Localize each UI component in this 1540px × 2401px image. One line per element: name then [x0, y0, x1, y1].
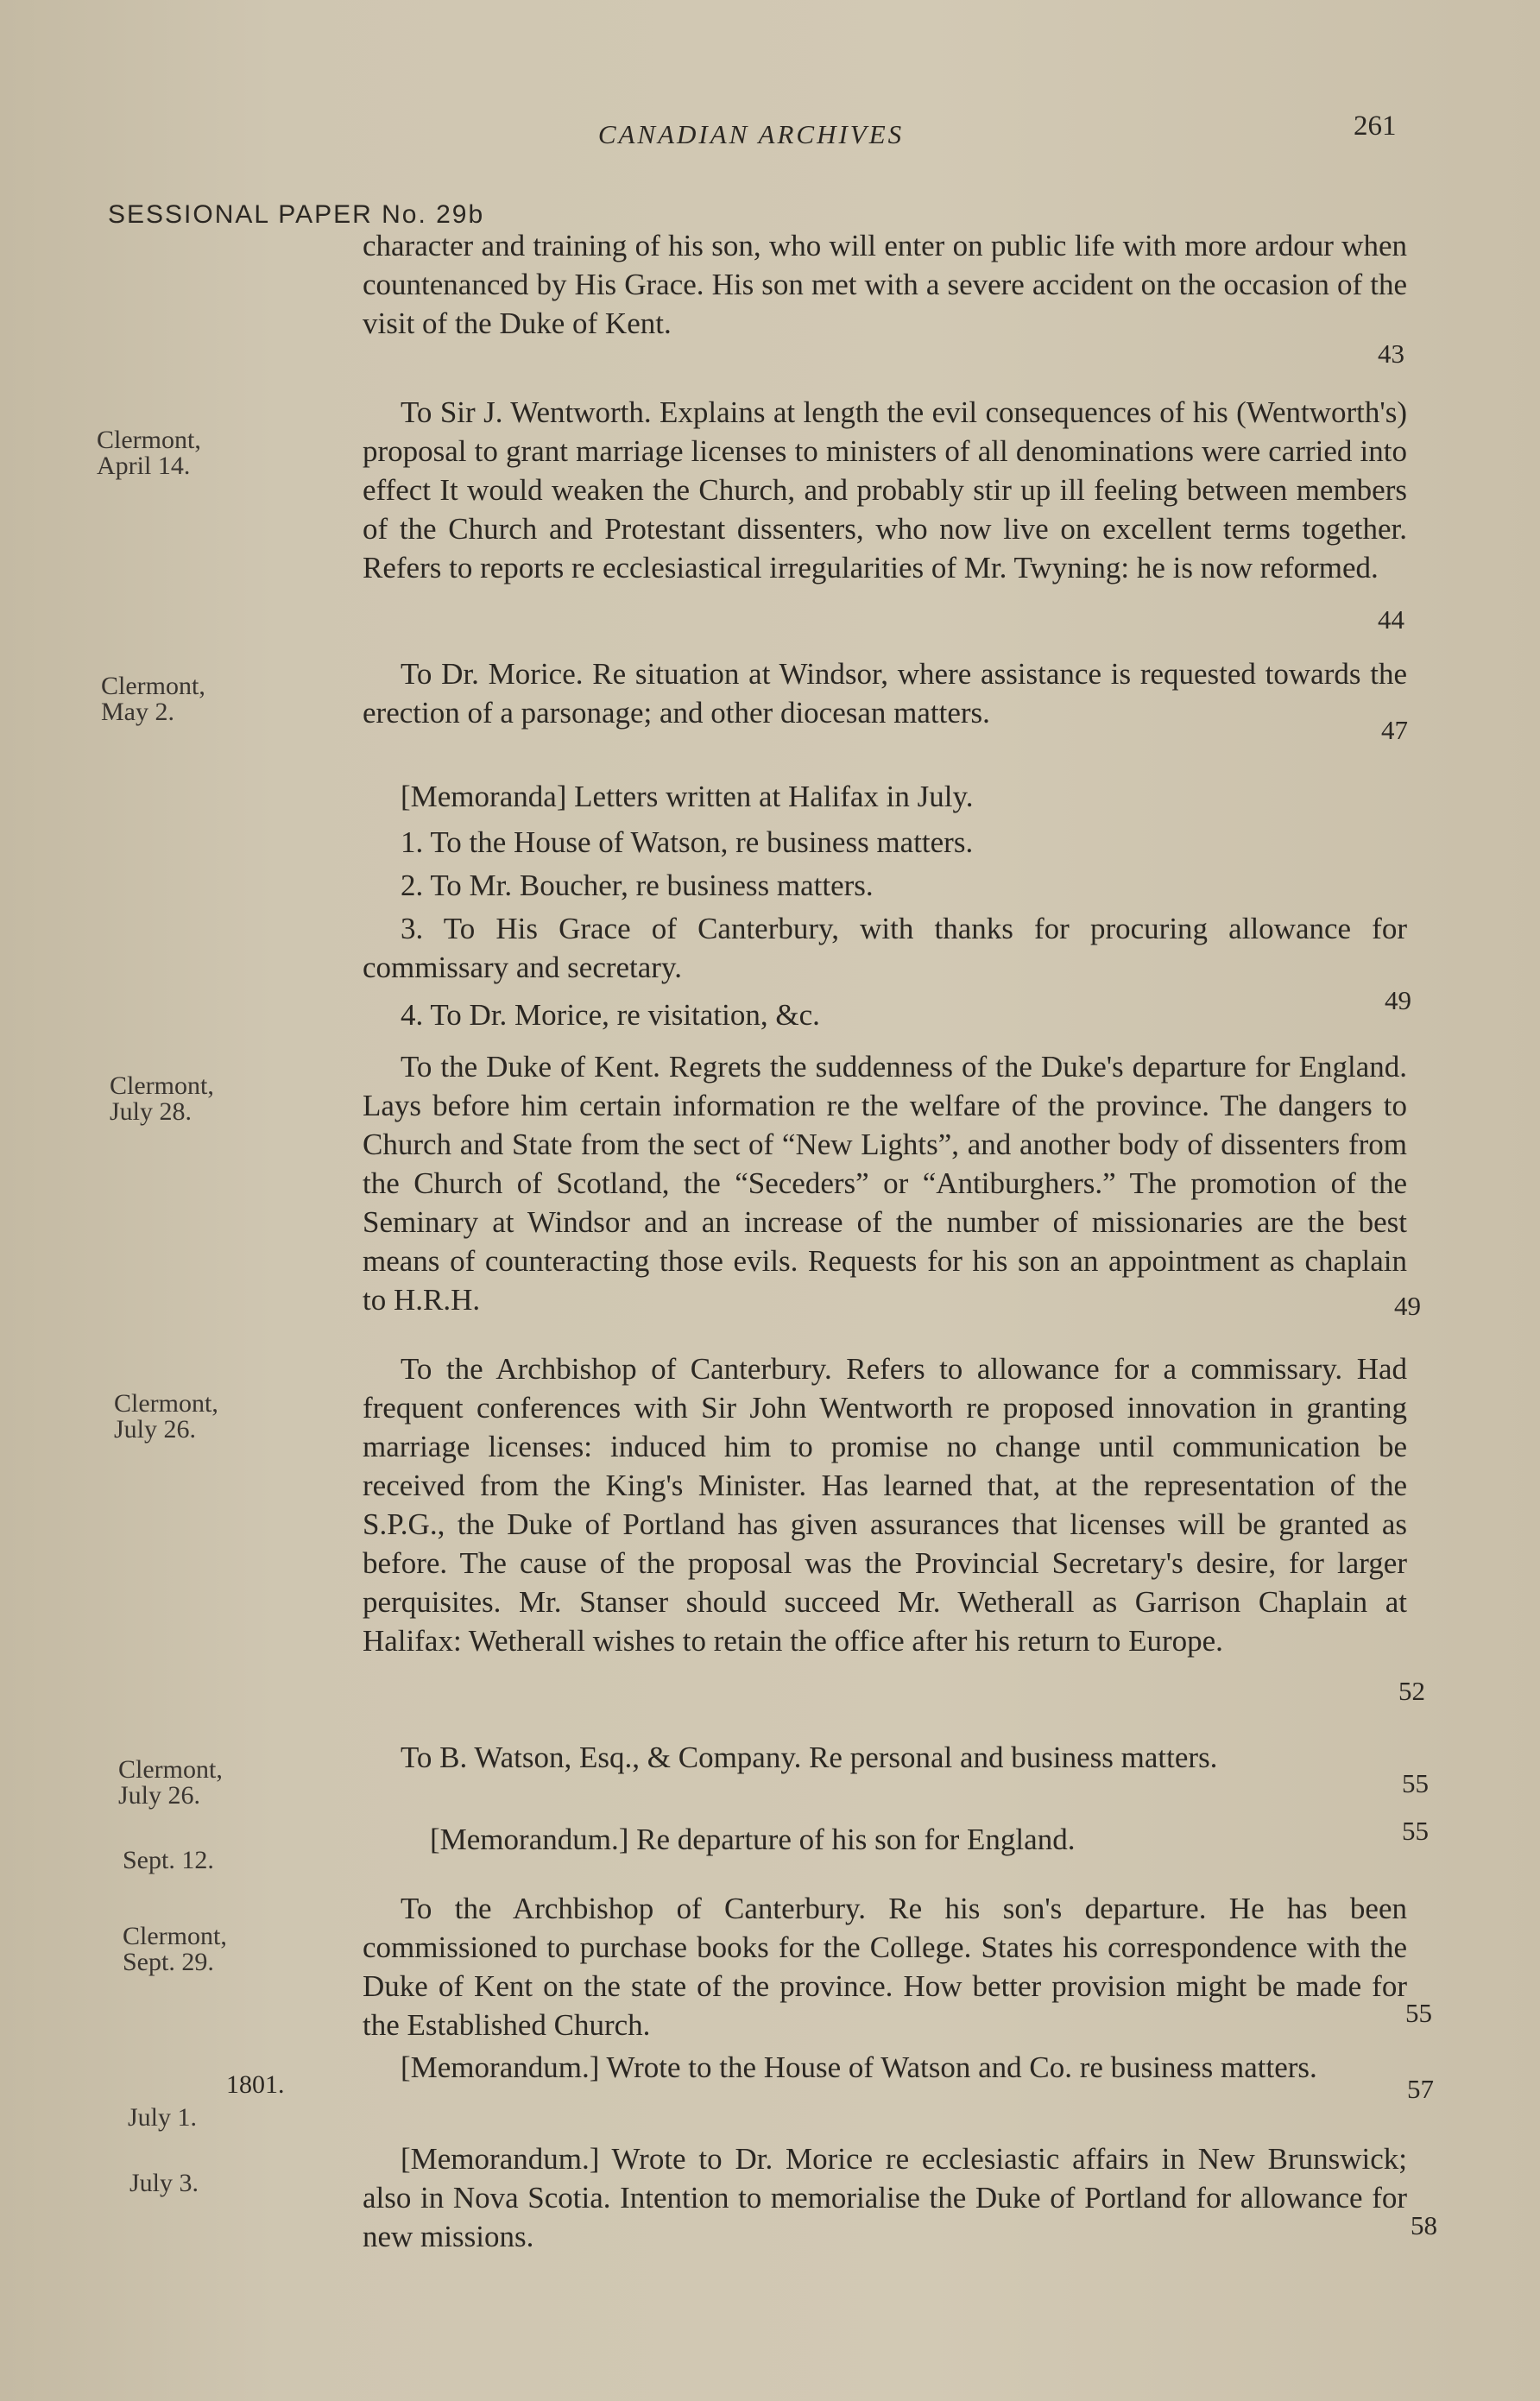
page-number: 261: [1354, 111, 1397, 142]
year-label: 1801.: [226, 2070, 285, 2099]
margin-date: Sept. 12.: [123, 1846, 214, 1874]
page-reference: 49: [1385, 985, 1411, 1015]
margin-date: Clermont, April 14.: [97, 426, 201, 480]
margin-date: Clermont, July 26.: [114, 1389, 218, 1444]
entry-text: To B. Watson, Esq., & Company. Re personal and business matters.: [401, 1741, 1218, 1774]
entry-text: 1. To the House of Watson, re business matters.: [401, 825, 974, 859]
entry-text: To the Duke of Kent. Regrets the suddenness of the Duke's departure for England. Lays before him certain information re the welfare of the province. The dangers to Church and State from the sect of “New Lights”, and another body of dissenters from the Church of Scotland, the “Seceders” or “Antiburghers.” The promotion of the Seminary at Windsor and an increase of the number of missionaries are the best means of counteracting those evils. Requests for his son an appointment as chaplain to H.R.H.: [363, 1050, 1407, 1317]
page-reference: 47: [1381, 715, 1408, 745]
entry-text: To the Archbishop of Canterbury. Re his son's departure. He has been commissioned to purchase books for the College. States his correspondence with the Duke of Kent on the state of the province. How better provision might be made for the Established Church.: [363, 1892, 1407, 2042]
entry-text: [Memorandum.] Wrote to the House of Watson and Co. re business matters.: [401, 2050, 1317, 2084]
page-reference: 58: [1411, 2210, 1437, 2240]
page-reference: 57: [1407, 2074, 1434, 2104]
margin-date: July 1.: [128, 2103, 198, 2132]
page-reference: 43: [1378, 338, 1404, 369]
margin-date: Clermont, Sept. 29.: [123, 1922, 227, 1976]
entry-text: To Sir J. Wentworth. Explains at length the evil consequences of his (Wentworth's) proposal to grant marriage licenses to ministers of all denominations were carried into effect It would weaken the Church, and probably stir up ill feeling between members of the Church and Protestant dissenters, who now live on excellent terms together. Refers to reports re ecclesiastical irregularities of Mr. Twyning: he is now reformed.: [363, 395, 1407, 584]
page-reference: 55: [1402, 1816, 1429, 1846]
margin-date: July 3.: [129, 2169, 199, 2197]
entry-text: To Dr. Morice. Re situation at Windsor, where assistance is requested towards the erection of a parsonage; and other diocesan matters.: [363, 657, 1407, 730]
page-reference: 55: [1402, 1768, 1429, 1798]
entry-text: 3. To His Grace of Canterbury, with thanks for procuring allowance for commissary and secretary.: [363, 912, 1407, 984]
entry-text: [Memorandum.] Re departure of his son for England.: [430, 1823, 1076, 1856]
series-label: SESSIONAL PAPER No. 29b: [108, 200, 485, 229]
entry-text: [Memorandum.] Wrote to Dr. Morice re ecclesiastic affairs in New Brunswick; also in Nova Scotia. Intention to memorialise the Duke of Portland for allowance for new missions.: [363, 2142, 1407, 2253]
running-header-title: CANADIAN ARCHIVES: [597, 119, 905, 149]
entry-text: 2. To Mr. Boucher, re business matters.: [401, 869, 874, 902]
page-reference: 55: [1405, 1998, 1432, 2028]
entry-text: To the Archbishop of Canterbury. Refers to allowance for a commissary. Had frequent conferences with Sir John Wentworth re proposed innovation in granting marriage licenses: induced him to promise no change until communication be received from the King's Minister. Has learned that, at the representation of the S.P.G., the Duke of Portland has given assurances that licenses will be granted as before. The cause of the proposal was the Provincial Secretary's desire, for larger perquisites. Mr. Stanser should succeed Mr. Wetherall as Garrison Chaplain at Halifax: Wetherall wishes to retain the office after his return to Europe.: [363, 1352, 1407, 1658]
entry-text: 4. To Dr. Morice, re visitation, &c.: [401, 998, 820, 1032]
entry-text: character and training of his son, who will enter on public life with more ardour when countenanced by His Grace. His son met with a severe accident on the occasion of the visit of the Duke of Kent.: [363, 229, 1407, 340]
margin-date: Clermont, May 2.: [101, 672, 205, 726]
margin-date: Clermont, July 28.: [110, 1071, 214, 1126]
page-reference: 44: [1378, 604, 1404, 635]
margin-date: Clermont, July 26.: [118, 1755, 223, 1810]
entry-text: [Memoranda] Letters written at Halifax in July.: [401, 780, 974, 813]
page-reference: 49: [1394, 1291, 1421, 1321]
page-reference: 52: [1398, 1676, 1425, 1706]
